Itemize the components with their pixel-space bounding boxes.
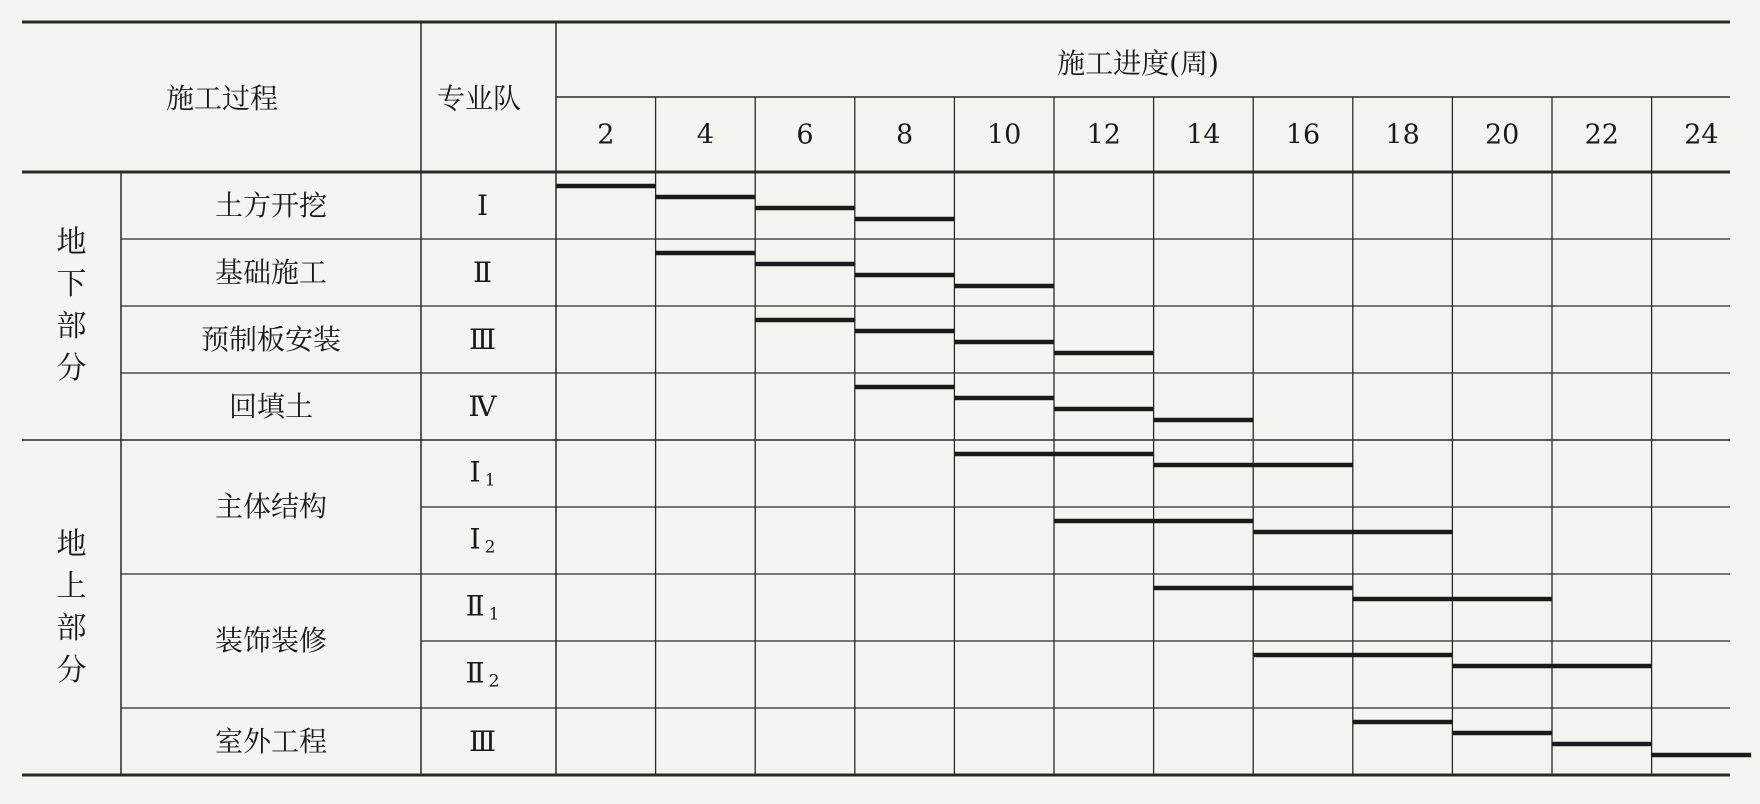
week-header-14: 14 xyxy=(1186,119,1221,150)
team-label xyxy=(476,188,489,222)
team-code: Ⅰ xyxy=(469,522,481,555)
team-code: Ⅱ xyxy=(465,589,485,622)
group-label: 地下部分 xyxy=(56,225,87,386)
week-header-10: 10 xyxy=(987,119,1022,150)
group-label: 地上部分 xyxy=(56,526,87,688)
team-code: Ⅰ xyxy=(476,188,489,222)
process-label: 预制板安装 xyxy=(200,322,342,356)
process-label: 回填土 xyxy=(228,389,314,423)
week-header-12: 12 xyxy=(1086,119,1121,150)
week-header-18: 18 xyxy=(1385,119,1420,150)
process-label: 基础施工 xyxy=(214,255,328,289)
team-code: Ⅳ xyxy=(468,389,497,423)
team-label xyxy=(465,656,500,691)
team-label xyxy=(468,322,497,356)
header-schedule: 施工进度(周) xyxy=(1057,47,1219,80)
team-subscript: 2 xyxy=(484,537,496,557)
week-header-24: 24 xyxy=(1684,119,1719,150)
process-label: 室外工程 xyxy=(214,724,328,758)
week-header-20: 20 xyxy=(1485,119,1520,150)
week-header-16: 16 xyxy=(1285,119,1321,150)
team-code: Ⅲ xyxy=(468,322,497,356)
team-subscript: 1 xyxy=(484,470,496,490)
team-subscript: 2 xyxy=(488,671,500,691)
week-header-22: 22 xyxy=(1584,119,1619,150)
team-label xyxy=(465,589,500,624)
team-code: Ⅲ xyxy=(468,724,497,758)
process-label: 装饰装修 xyxy=(214,624,328,657)
process-label: 主体结构 xyxy=(214,490,328,523)
team-label xyxy=(472,255,493,289)
week-header-2: 2 xyxy=(597,119,615,150)
week-header-8: 8 xyxy=(896,119,914,150)
team-code: Ⅰ xyxy=(469,455,481,488)
team-label xyxy=(469,455,496,490)
team-code: Ⅱ xyxy=(472,255,493,289)
team-subscript: 1 xyxy=(488,604,500,624)
week-header-4: 4 xyxy=(696,119,714,150)
team-code: Ⅱ xyxy=(465,656,485,689)
header-team: 专业队 xyxy=(436,82,522,115)
team-label xyxy=(469,522,496,557)
header-process: 施工过程 xyxy=(165,82,279,115)
team-label xyxy=(468,389,497,423)
team-label xyxy=(468,724,497,758)
week-header-6: 6 xyxy=(796,119,814,150)
process-label: 土方开挖 xyxy=(214,188,328,222)
